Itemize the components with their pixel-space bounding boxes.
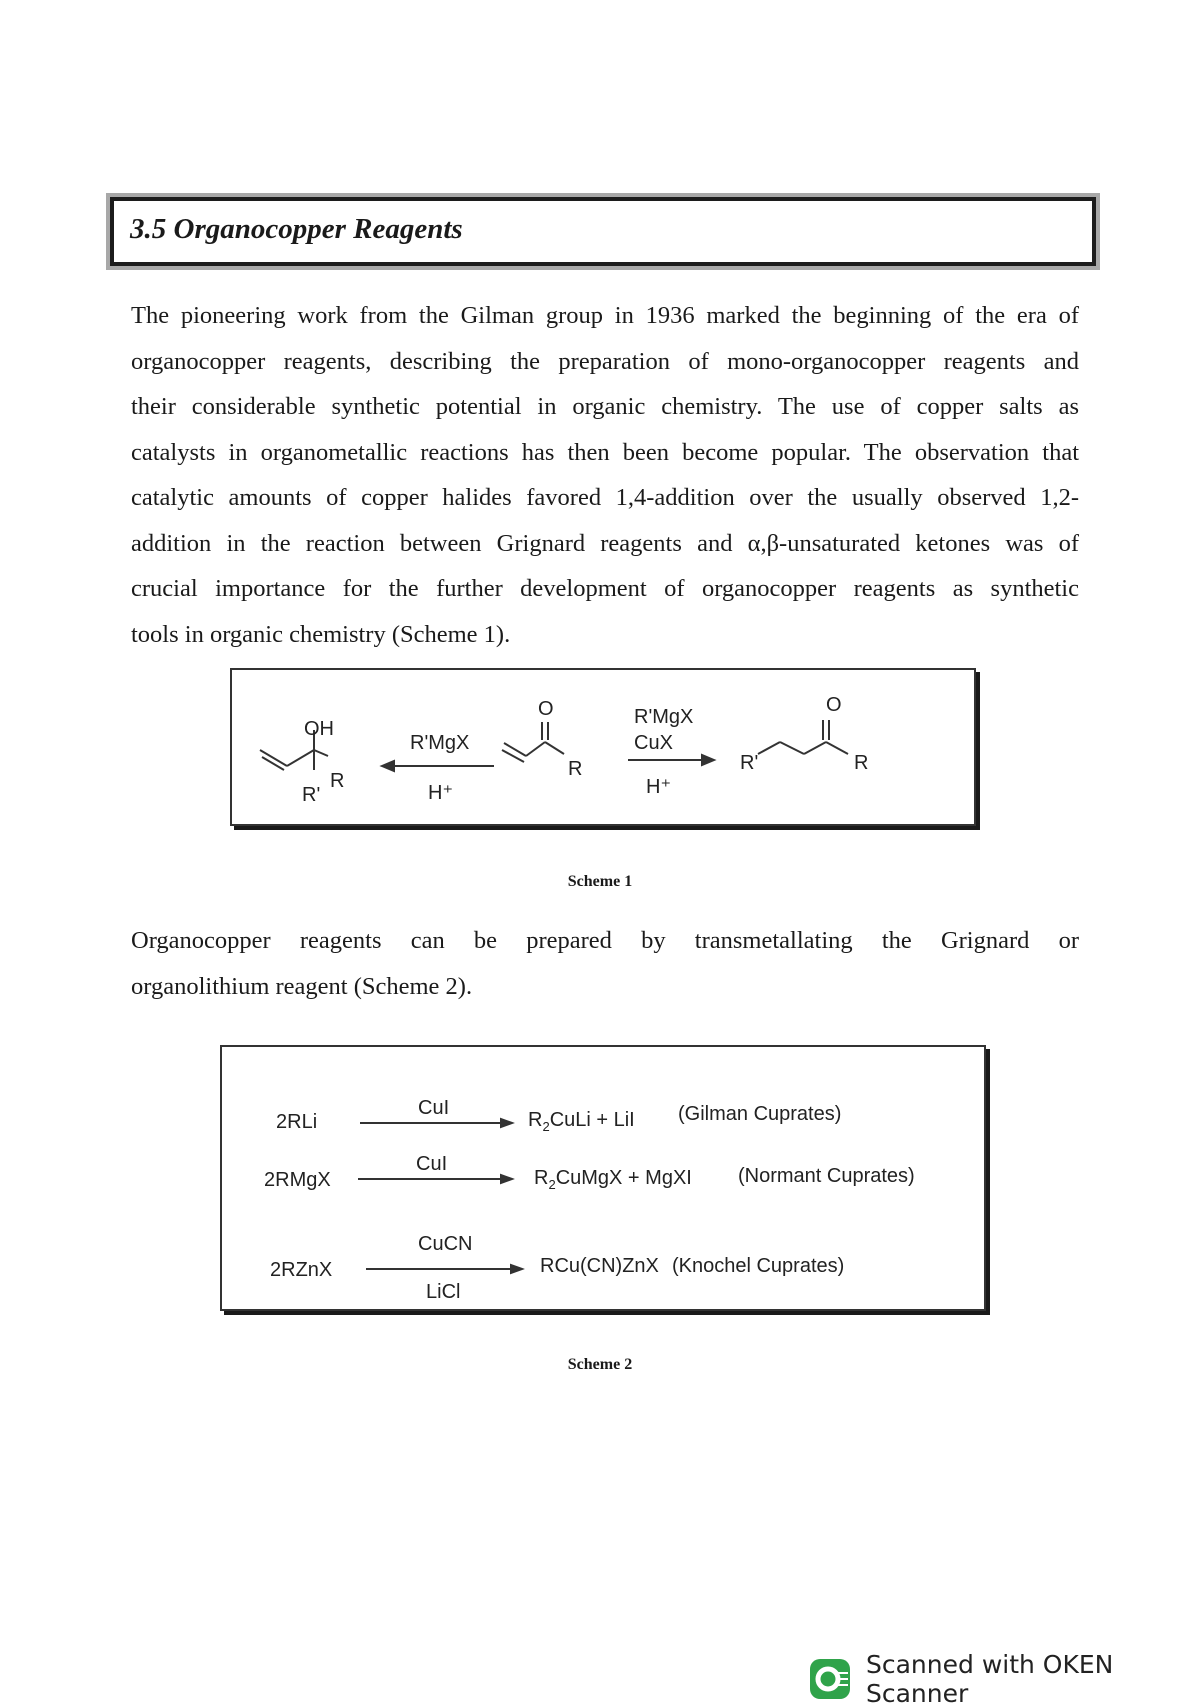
cuprate-type-label: (Gilman Cuprates)	[678, 1103, 842, 1125]
paragraph-line: crucial importance for the further development of organocopper reagents as synthetic	[131, 575, 1079, 602]
paragraph-line: catalytic amounts of copper halides favored 1,4-addition over the usually observed 1,2-	[131, 484, 1079, 511]
paragraph-line: organocopper reagents, describing the preparation of mono-organocopper reagents and	[131, 347, 1079, 375]
reagent-label: CuI	[416, 1153, 448, 1175]
scanner-logo-icon	[808, 1657, 852, 1701]
section-heading: 3.5 Organocopper Reagents	[130, 213, 463, 245]
paragraph-line: addition in the reaction between Grignard reagents and α,β-unsaturated ketones was of	[131, 529, 1079, 557]
r-prime-label: R'	[740, 752, 759, 774]
product-label: RCu(CN)ZnX	[540, 1255, 659, 1277]
paragraph-line: Organocopper reagents can be prepared by transmetallating the Grignard or	[131, 927, 1079, 954]
cuprate-type-label: (Normant Cuprates)	[738, 1165, 915, 1187]
paragraph-line: tools in organic chemistry (Scheme 1).	[131, 620, 511, 648]
product-label: $R_2CuLi$ + LiI	[528, 1109, 635, 1134]
acid-label: H⁺	[428, 782, 453, 804]
scheme-1-caption: Scheme 1	[567, 873, 633, 890]
paragraph-line: their considerable synthetic potential in organic chemistry. The use of copper salts as	[131, 393, 1079, 420]
reactant-label: 2RMgX	[264, 1169, 331, 1191]
reagent-label: CuI	[418, 1097, 450, 1119]
scheme-1-structures	[232, 670, 978, 828]
paragraph-line: catalysts in organometallic reactions has then been become popular. The observation that	[131, 438, 1079, 466]
paragraph-line: organolithium reagent (Scheme 2).	[131, 972, 473, 1000]
scheme-1-figure	[230, 668, 976, 826]
scheme-2-caption: Scheme 2	[567, 1356, 633, 1373]
reactant-label: 2RZnX	[270, 1259, 333, 1281]
watermark-text: Scanned with OKEN Scanner	[866, 1650, 1114, 1708]
product-label: $R_2CuMgX$ + MgXI	[534, 1167, 692, 1192]
paragraph-line: The pioneering work from the Gilman group in 1936 marked the beginning of the era of	[131, 302, 1079, 329]
r-group-label: R	[854, 752, 869, 774]
reagent-above-label: R'MgX	[410, 732, 470, 754]
scanner-watermark	[808, 1650, 1200, 1708]
paragraph-2	[131, 918, 1079, 1009]
reagent-label: CuCN	[418, 1233, 473, 1255]
scheme-2-figure	[220, 1045, 986, 1311]
r-group-label: R	[568, 758, 583, 780]
acid-label: H⁺	[646, 776, 671, 798]
additive-label: LiCl	[426, 1281, 461, 1303]
catalyst-label: CuX	[634, 732, 673, 754]
hydroxyl-label: OH	[304, 718, 334, 740]
paragraph-1	[131, 293, 1079, 657]
reagent-above-label: R'MgX	[634, 706, 694, 728]
section-heading-box	[110, 197, 1096, 266]
r-prime-label: R'	[302, 784, 321, 806]
r-group-label: R	[330, 770, 345, 792]
reactant-label: 2RLi	[276, 1111, 318, 1133]
cuprate-type-label: (Knochel Cuprates)	[672, 1255, 845, 1277]
oxygen-label: O	[826, 694, 842, 716]
oxygen-label: O	[538, 698, 554, 720]
